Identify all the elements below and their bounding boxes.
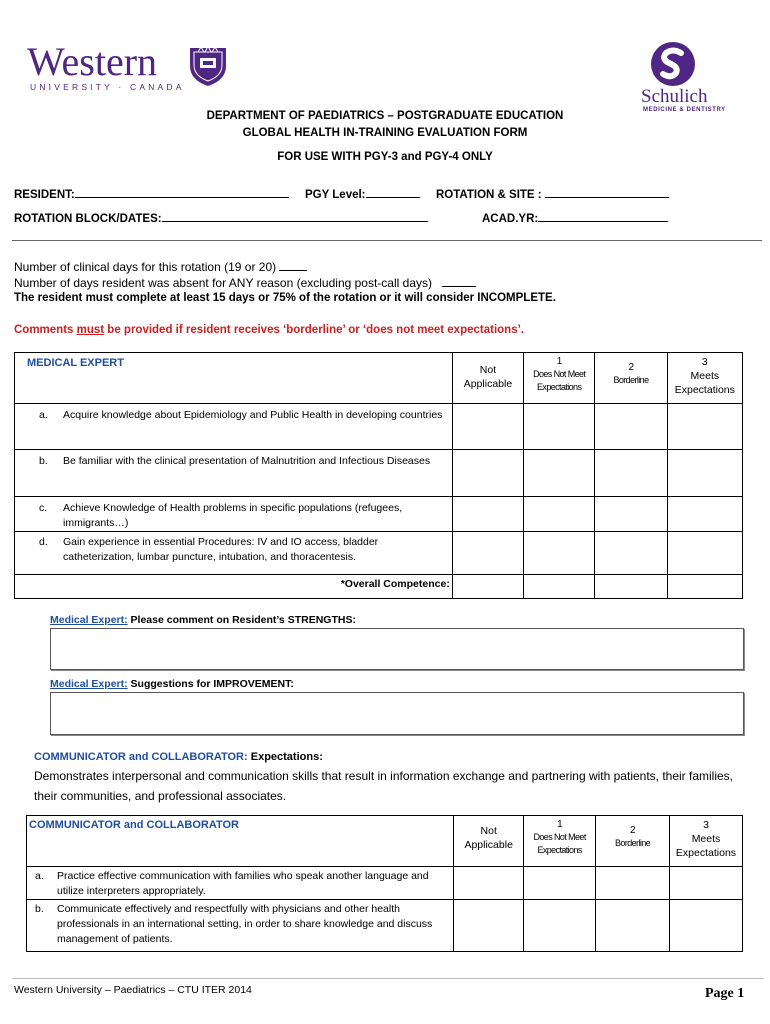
communicator-description: Demonstrates interpersonal and communication skills that result in information exchange and partnering with patients, their families, their communities, and professional associates. — [34, 769, 734, 803]
header-rating-3 — [667, 353, 742, 404]
rotation-block-line[interactable] — [162, 221, 428, 222]
rotation-site-label: ROTATION & SITE : — [436, 189, 542, 201]
rating-cell-2[interactable] — [596, 900, 670, 952]
table-header-row — [15, 353, 743, 404]
list-item — [39, 408, 448, 423]
rating-cell-1[interactable] — [524, 404, 595, 450]
item-text-cell — [27, 900, 454, 952]
list-item — [35, 902, 449, 947]
header-not-applicable — [454, 816, 524, 867]
rating-cell-3[interactable] — [667, 404, 742, 450]
rating-1-label-2: Expectations — [537, 382, 582, 392]
page-number: Page 1 — [705, 986, 745, 1001]
absent-days-text: Number of days resident was absent for ANY reason (excluding post-call days) — [14, 276, 432, 290]
improvement-category: Medical Expert: — [50, 678, 128, 690]
communicator-expectations-label: Expectations: — [250, 751, 323, 763]
rating-cell-3[interactable] — [667, 532, 742, 575]
strengths-category: Medical Expert: — [50, 614, 128, 626]
comments-note-must: must — [76, 324, 105, 336]
rating-2-label: Borderline — [615, 838, 651, 848]
rotation-block-label: ROTATION BLOCK/DATES: — [14, 213, 162, 225]
clinical-days-blank[interactable] — [279, 270, 307, 271]
rating-cell-3[interactable] — [669, 900, 742, 952]
overall-competence-cell — [15, 575, 453, 599]
rating-3-label-1: Meets — [691, 833, 721, 845]
overall-competence-label: *Overall Competence: — [340, 578, 450, 590]
strengths-comment-box[interactable] — [50, 628, 744, 670]
rating-1-number: 1 — [556, 356, 562, 367]
rating-cell-2[interactable] — [595, 497, 667, 532]
table-row — [27, 867, 743, 900]
header-rating-1 — [524, 353, 595, 404]
rating-cell-1[interactable] — [524, 867, 596, 900]
rating-cell-na[interactable] — [452, 450, 523, 497]
rating-cell-na[interactable] — [452, 575, 523, 599]
rating-cell-2[interactable] — [596, 867, 670, 900]
medical-expert-table — [14, 352, 743, 599]
not-applicable-label-1: Not — [479, 364, 497, 376]
item-text-cell — [15, 532, 453, 575]
schulich-logo-icon — [650, 40, 696, 88]
rating-cell-1[interactable] — [524, 900, 596, 952]
rating-cell-na[interactable] — [452, 497, 523, 532]
item-letter: a. — [35, 870, 44, 882]
not-applicable-label-2: Applicable — [463, 378, 513, 390]
rating-cell-3[interactable] — [669, 867, 742, 900]
rating-1-label-1: Does Not Meet — [533, 369, 586, 379]
rating-cell-3[interactable] — [667, 575, 742, 599]
table-row — [15, 404, 743, 450]
absent-days-blank[interactable] — [442, 286, 476, 287]
rating-1-label-2: Expectations — [537, 845, 582, 855]
list-item — [39, 454, 448, 469]
communicator-title-cell — [27, 816, 454, 867]
item-text: Achieve Knowledge of Health problems in specific populations (refugees, immigrants…) — [63, 502, 403, 529]
header-rating-2 — [596, 816, 670, 867]
rating-3-label-2: Expectations — [674, 384, 735, 396]
header-rating-3 — [669, 816, 742, 867]
rating-cell-2[interactable] — [595, 404, 667, 450]
item-letter: a. — [39, 409, 48, 421]
rating-cell-na[interactable] — [452, 404, 523, 450]
footer-text: Western University – Paediatrics – CTU ITER 2014 — [14, 984, 252, 996]
western-logo-wordmark: Western — [27, 39, 158, 84]
pgy-label: PGY Level: — [305, 189, 366, 201]
rotation-block-field[interactable] — [14, 213, 428, 225]
clinical-days-text: Number of clinical days for this rotation (19 or 20) — [14, 260, 277, 274]
item-text-cell — [15, 497, 453, 532]
rating-3-number: 3 — [701, 356, 708, 368]
item-letter: c. — [39, 502, 48, 514]
western-logo-subtitle: UNIVERSITY · CANADA — [30, 82, 185, 92]
communicator-title: COMMUNICATOR and COLLABORATOR — [29, 819, 240, 831]
rotation-site-line[interactable] — [545, 197, 669, 198]
item-text-cell — [15, 404, 453, 450]
table-row — [15, 450, 743, 497]
comments-note — [14, 324, 524, 336]
comments-note-pre: Comments — [14, 324, 77, 336]
rating-cell-2[interactable] — [595, 450, 667, 497]
strengths-prompt: Please comment on Resident’s STRENGTHS: — [130, 614, 356, 626]
footer-divider — [12, 978, 764, 979]
rating-cell-2[interactable] — [595, 532, 667, 575]
rating-cell-na[interactable] — [452, 532, 523, 575]
completion-requirement: The resident must complete at least 15 days or 75% of the rotation or it will consider INCOMPLETE. — [14, 292, 556, 304]
rating-cell-2[interactable] — [595, 575, 667, 599]
table-row — [15, 532, 743, 575]
rating-cell-1[interactable] — [524, 450, 595, 497]
acad-yr-line[interactable] — [538, 221, 668, 222]
item-text: Gain experience in essential Procedures: IV and IO access, bladder catheterization, lumbar puncture, intubation, and thoracentesis. — [63, 536, 379, 563]
schulich-logo-subtitle: MEDICINE & DENTISTRY — [643, 107, 726, 113]
rating-cell-3[interactable] — [667, 497, 742, 532]
rating-3-number: 3 — [703, 819, 709, 831]
medical-expert-title-cell — [15, 353, 453, 404]
list-item — [39, 535, 448, 565]
item-text-cell — [27, 867, 454, 900]
item-text: Practice effective communication with families who speak another language and utilize interpreters appropriately. — [57, 870, 429, 897]
rating-cell-na[interactable] — [454, 900, 524, 952]
header-form-title: GLOBAL HEALTH IN-TRAINING EVALUATION FORM — [242, 127, 528, 139]
communicator-heading — [34, 751, 323, 763]
table-row — [15, 497, 743, 532]
pgy-line[interactable] — [366, 197, 420, 198]
rating-2-number: 2 — [628, 362, 634, 373]
not-applicable-label-2: Applicable — [464, 839, 513, 851]
strengths-heading — [50, 614, 356, 626]
table-header-row — [27, 816, 743, 867]
rating-cell-1[interactable] — [524, 532, 595, 575]
rating-1-label-1: Does Not Meet — [533, 832, 586, 842]
rating-1-number: 1 — [557, 819, 563, 830]
acad-yr-label: ACAD.YR: — [482, 213, 539, 225]
improvement-comment-box[interactable] — [50, 692, 744, 735]
rating-cell-1[interactable] — [524, 575, 595, 599]
acad-yr-field[interactable] — [482, 213, 668, 225]
comments-note-post: be provided if resident receives ‘borderline’ or ‘does not meet expectations’. — [104, 324, 524, 336]
header-department: DEPARTMENT OF PAEDIATRICS – POSTGRADUATE EDUCATION — [206, 110, 564, 122]
improvement-heading — [50, 678, 294, 690]
item-text: Communicate effectively and respectfully with physicians and other health professionals in an international setting, in order to share knowledge and discuss management of patients. — [57, 903, 433, 945]
rating-2-number: 2 — [630, 825, 636, 836]
clinical-days-line — [14, 260, 307, 274]
table-row — [27, 900, 743, 952]
item-text-cell — [15, 450, 453, 497]
list-item — [39, 501, 448, 531]
communicator-table — [26, 815, 743, 952]
rotation-site-field[interactable] — [436, 189, 669, 201]
communicator-heading-label: COMMUNICATOR and COLLABORATOR: — [34, 751, 248, 763]
header-rating-1 — [524, 816, 596, 867]
header-divider — [12, 240, 762, 241]
overall-competence-row — [15, 575, 743, 599]
rating-cell-na[interactable] — [454, 867, 524, 900]
pgy-field[interactable] — [305, 189, 420, 201]
rating-3-label-2: Expectations — [675, 847, 737, 859]
item-letter: b. — [35, 903, 44, 915]
rating-cell-1[interactable] — [524, 497, 595, 532]
absent-days-line — [14, 276, 476, 290]
rating-3-label-1: Meets — [690, 370, 720, 382]
resident-field[interactable] — [14, 189, 289, 201]
item-letter: b. — [39, 455, 48, 467]
header-pgy-scope: FOR USE WITH PGY-3 and PGY-4 ONLY — [277, 151, 493, 163]
resident-line[interactable] — [75, 197, 289, 198]
item-text: Be familiar with the clinical presentation of Malnutrition and Infectious Diseases — [63, 455, 431, 467]
western-crest-icon — [188, 44, 228, 88]
not-applicable-label-1: Not — [480, 825, 497, 837]
item-text: Acquire knowledge about Epidemiology and Public Health in developing countries — [63, 409, 443, 421]
resident-label: RESIDENT: — [14, 189, 75, 201]
rating-2-label: Borderline — [613, 375, 649, 385]
item-letter: d. — [39, 536, 48, 548]
header-not-applicable — [452, 353, 523, 404]
header-rating-2 — [595, 353, 667, 404]
rating-cell-3[interactable] — [667, 450, 742, 497]
improvement-prompt: Suggestions for IMPROVEMENT: — [130, 678, 294, 690]
list-item — [35, 869, 449, 899]
medical-expert-title: MEDICAL EXPERT — [27, 357, 124, 369]
schulich-logo-wordmark: Schulich — [641, 86, 708, 107]
